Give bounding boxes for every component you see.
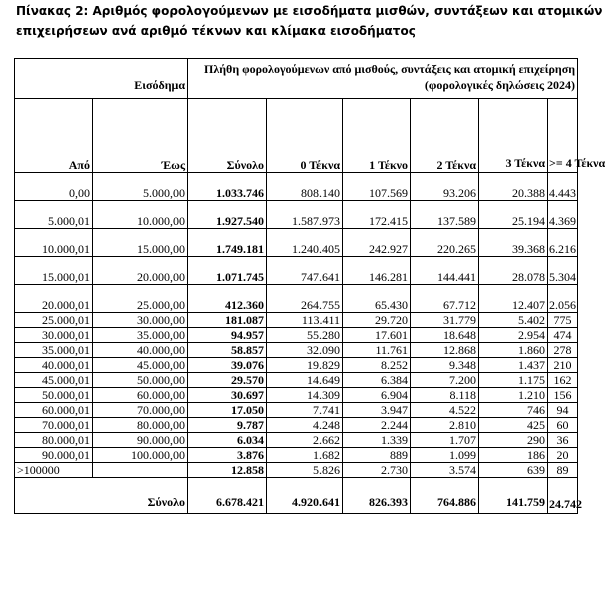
total-cell: 39.076 [188,358,267,373]
total-cell: 412.360 [188,285,267,313]
children-0-cell: 747.641 [267,257,343,285]
income-to-cell [93,463,188,478]
children-4plus-cell: 278 [548,343,578,358]
table-row [15,173,578,201]
income-to-cell: 70.000,00 [93,403,188,418]
table-row [15,201,578,229]
total-cell: 29.570 [188,373,267,388]
children-0-cell: 1.240.405 [267,229,343,257]
children-0-cell: 808.140 [267,173,343,201]
children-2-cell: 1.099 [411,448,479,463]
children-1-cell: 3.947 [343,403,411,418]
total-cell: 1.071.745 [188,257,267,285]
children-0-cell: 1.682 [267,448,343,463]
income-from-cell: 40.000,01 [15,358,93,373]
children-0-cell: 55.280 [267,328,343,343]
caption-line-1: Πίνακας 2: Αριθμός φορολογούμενων με εισοδήματα μισθών, συντάξεων και ατομικών [16,4,603,18]
header-row-group [15,59,578,99]
income-from-cell: 15.000,01 [15,257,93,285]
children-0-cell: 113.411 [267,313,343,328]
income-to-cell: 10.000,00 [93,201,188,229]
children-1-cell: 6.384 [343,373,411,388]
income-to-cell: 50.000,00 [93,373,188,388]
children-1-cell: 29.720 [343,313,411,328]
children-0-cell: 7.741 [267,403,343,418]
children-3-cell: 28.078 [479,257,548,285]
footer-children-0-cell: 4.920.641 [267,478,343,514]
header-row-columns [15,99,578,173]
table-row [15,229,578,257]
children-2-cell: 93.206 [411,173,479,201]
table-row [15,463,578,478]
footer-children-4plus-cell: 24.742 [548,478,578,514]
income-from-cell: 60.000,01 [15,403,93,418]
income-to-cell: 90.000,00 [93,433,188,448]
income-to-cell: 100.000,00 [93,448,188,463]
income-from-cell: >100000 [15,463,93,478]
income-from-cell: 50.000,01 [15,388,93,403]
children-1-cell: 2.730 [343,463,411,478]
children-0-cell: 2.662 [267,433,343,448]
table-body [15,59,605,514]
total-cell: 58.857 [188,343,267,358]
income-from-cell: 0,00 [15,173,93,201]
children-3-cell: 746 [479,403,548,418]
income-from-cell: 45.000,01 [15,373,93,388]
children-3-cell: 639 [479,463,548,478]
table-row [15,388,578,403]
children-0-cell: 4.248 [267,418,343,433]
children-2-cell: 18.648 [411,328,479,343]
income-to-cell: 35.000,00 [93,328,188,343]
income-to-cell: 30.000,00 [93,313,188,328]
children-0-cell: 14.309 [267,388,343,403]
children-3-cell: 25.194 [479,201,548,229]
col-header-4plus-children: >= 4 Τέκνα [548,99,578,173]
children-0-cell: 14.649 [267,373,343,388]
footer-total-cell: 6.678.421 [188,478,267,514]
children-4plus-cell: 2.056 [548,285,578,313]
children-1-cell: 2.244 [343,418,411,433]
table-row [15,418,578,433]
children-1-cell: 17.601 [343,328,411,343]
table-caption [16,2,603,41]
children-1-cell: 172.415 [343,201,411,229]
children-0-cell: 32.090 [267,343,343,358]
children-1-cell: 107.569 [343,173,411,201]
children-4plus-cell: 474 [548,328,578,343]
table-row [15,373,578,388]
children-2-cell: 1.707 [411,433,479,448]
children-3-cell: 5.402 [479,313,548,328]
children-4plus-cell: 156 [548,388,578,403]
children-4plus-cell: 94 [548,403,578,418]
children-2-cell: 9.348 [411,358,479,373]
children-2-cell: 31.779 [411,313,479,328]
income-from-cell: 10.000,01 [15,229,93,257]
footer-children-2-cell: 764.886 [411,478,479,514]
income-from-cell: 90.000,01 [15,448,93,463]
children-4plus-cell: 36 [548,433,578,448]
children-1-cell: 11.761 [343,343,411,358]
children-3-cell: 290 [479,433,548,448]
col-header-from: Από [15,99,93,173]
total-cell: 9.787 [188,418,267,433]
table-row [15,285,578,313]
total-cell: 17.050 [188,403,267,418]
total-cell: 181.087 [188,313,267,328]
total-cell: 94.957 [188,328,267,343]
table-row [15,358,578,373]
income-to-cell: 40.000,00 [93,343,188,358]
income-from-cell: 80.000,01 [15,433,93,448]
total-cell: 1.927.540 [188,201,267,229]
children-4plus-cell: 210 [548,358,578,373]
population-group-header: Πλήθη φορολογούμενων από μισθούς, συντάξεις και ατομική επιχείρηση (φορολογικές δηλώσεις 2024) [188,59,578,99]
children-0-cell: 264.755 [267,285,343,313]
footer-children-3-cell: 141.759 [479,478,548,514]
children-4plus-cell: 4.443 [548,173,578,201]
table-row [15,257,578,285]
total-cell: 1.749.181 [188,229,267,257]
children-0-cell: 1.587.973 [267,201,343,229]
children-3-cell: 1.437 [479,358,548,373]
children-2-cell: 137.589 [411,201,479,229]
col-header-3-children: 3 Τέκνα [479,99,548,173]
table-row [15,343,578,358]
income-to-cell: 20.000,00 [93,257,188,285]
col-header-1-child: 1 Τέκνο [343,99,411,173]
children-2-cell: 2.810 [411,418,479,433]
children-1-cell: 8.252 [343,358,411,373]
children-3-cell: 425 [479,418,548,433]
children-2-cell: 220.265 [411,229,479,257]
income-from-cell: 25.000,01 [15,313,93,328]
footer-label: Σύνολο [15,478,188,514]
children-1-cell: 889 [343,448,411,463]
children-3-cell: 39.368 [479,229,548,257]
children-0-cell: 19.829 [267,358,343,373]
table-row [15,433,578,448]
total-cell: 6.034 [188,433,267,448]
table-row [15,403,578,418]
total-cell: 1.033.746 [188,173,267,201]
children-2-cell: 3.574 [411,463,479,478]
children-4plus-cell: 5.304 [548,257,578,285]
col-header-to: Έως [93,99,188,173]
children-3-cell: 1.860 [479,343,548,358]
children-3-cell: 20.388 [479,173,548,201]
children-4plus-cell: 60 [548,418,578,433]
col-header-2-children: 2 Τέκνα [411,99,479,173]
children-0-cell: 5.826 [267,463,343,478]
total-cell: 12.858 [188,463,267,478]
table-row [15,448,578,463]
footer-children-1-cell: 826.393 [343,478,411,514]
income-from-cell: 35.000,01 [15,343,93,358]
total-cell: 3.876 [188,448,267,463]
income-to-cell: 45.000,00 [93,358,188,373]
children-4plus-cell: 89 [548,463,578,478]
children-4plus-cell: 4.369 [548,201,578,229]
children-4plus-cell: 6.216 [548,229,578,257]
income-group-header: Εισόδημα [15,59,188,99]
children-1-cell: 146.281 [343,257,411,285]
col-header-total: Σύνολο [188,99,267,173]
children-4plus-cell: 20 [548,448,578,463]
income-from-cell: 5.000,01 [15,201,93,229]
total-cell: 30.697 [188,388,267,403]
income-from-cell: 20.000,01 [15,285,93,313]
income-to-cell: 25.000,00 [93,285,188,313]
col-header-0-children: 0 Τέκνα [267,99,343,173]
income-to-cell: 60.000,00 [93,388,188,403]
children-2-cell: 12.868 [411,343,479,358]
children-3-cell: 1.210 [479,388,548,403]
children-2-cell: 144.441 [411,257,479,285]
children-3-cell: 186 [479,448,548,463]
children-4plus-cell: 162 [548,373,578,388]
taxpayers-table [14,58,605,514]
table-footer-row [15,478,578,514]
caption-line-2: επιχειρήσεων ανά αριθμό τέκνων και κλίμακα εισοδήματος [16,23,416,38]
children-2-cell: 7.200 [411,373,479,388]
children-2-cell: 8.118 [411,388,479,403]
income-to-cell: 5.000,00 [93,173,188,201]
children-2-cell: 4.522 [411,403,479,418]
children-1-cell: 6.904 [343,388,411,403]
children-3-cell: 12.407 [479,285,548,313]
income-to-cell: 80.000,00 [93,418,188,433]
children-1-cell: 1.339 [343,433,411,448]
table-row [15,313,578,328]
children-1-cell: 65.430 [343,285,411,313]
children-1-cell: 242.927 [343,229,411,257]
table-row [15,328,578,343]
income-from-cell: 30.000,01 [15,328,93,343]
income-to-cell: 15.000,00 [93,229,188,257]
children-2-cell: 67.712 [411,285,479,313]
children-3-cell: 2.954 [479,328,548,343]
income-from-cell: 70.000,01 [15,418,93,433]
children-3-cell: 1.175 [479,373,548,388]
children-4plus-cell: 775 [548,313,578,328]
